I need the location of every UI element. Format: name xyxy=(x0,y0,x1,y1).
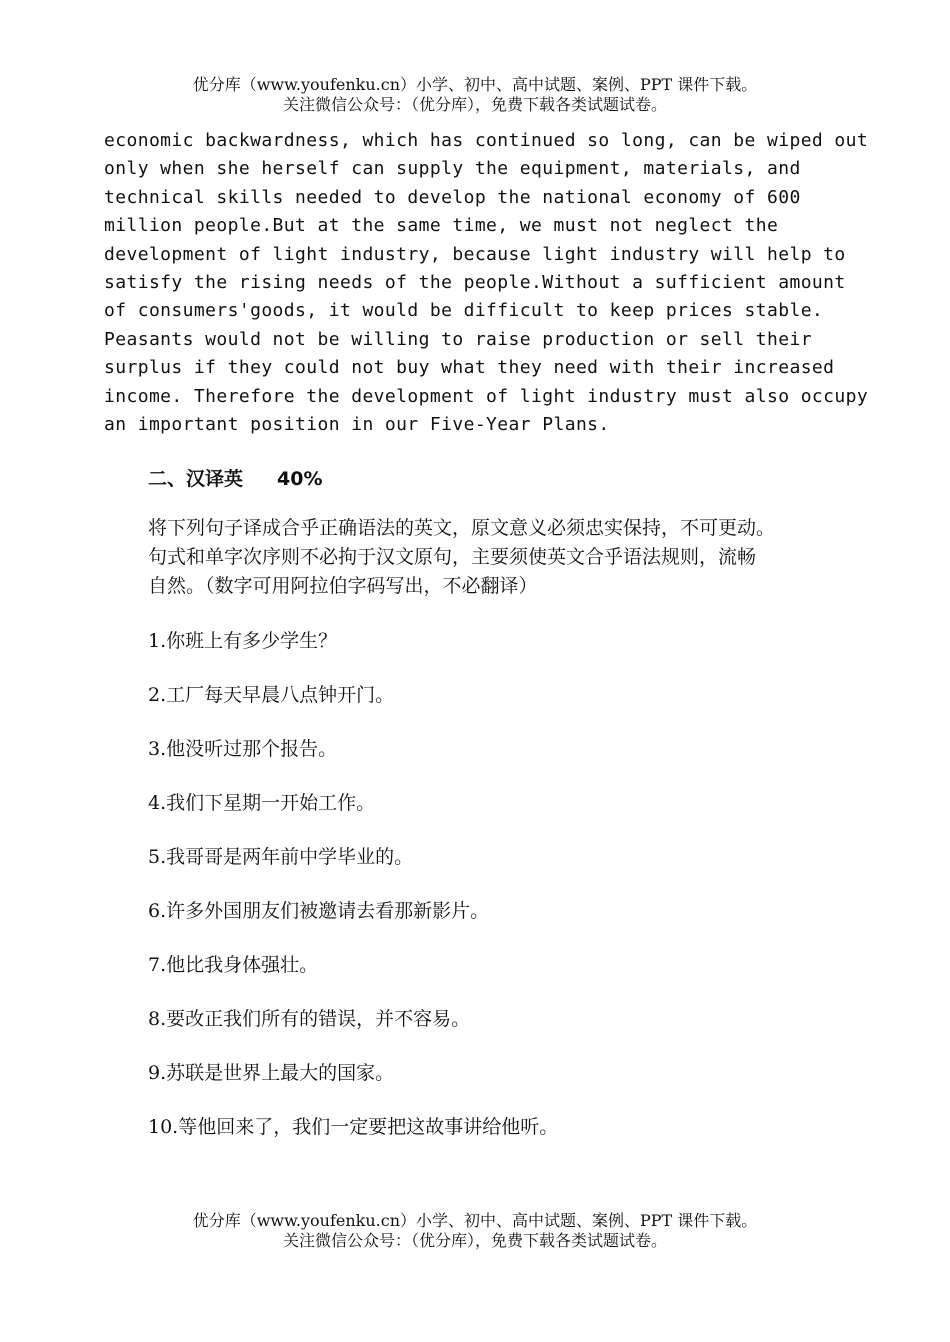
instructions-line: 将下列句子译成合乎正确语法的英文，原文意义必须忠实保持，不可更动。 xyxy=(148,517,776,539)
question-item: 7.他比我身体强壮。 xyxy=(148,954,319,976)
page-footer xyxy=(0,1211,950,1251)
question-item: 3.他没听过那个报告。 xyxy=(148,738,338,760)
question-item: 9.苏联是世界上最大的国家。 xyxy=(148,1062,395,1084)
passage-line: satisfy the rising needs of the people.Without a sufficient amount xyxy=(104,272,846,294)
question-item: 10.等他回来了，我们一定要把这故事讲给他听。 xyxy=(148,1116,559,1138)
question-item: 8.要改正我们所有的错误，并不容易。 xyxy=(148,1008,471,1030)
question-item: 5.我哥哥是两年前中学毕业的。 xyxy=(148,846,414,868)
header-line-1: 优分库（www.youfenku.cn）小学、初中、高中试题、案例、PPT 课件下载。 xyxy=(192,75,758,94)
header-line-2: 关注微信公众号：（优分库），免费下载各类试题试卷。 xyxy=(282,95,667,114)
footer-line-1: 优分库（www.youfenku.cn）小学、初中、高中试题、案例、PPT 课件下载。 xyxy=(192,1211,758,1230)
english-passage xyxy=(104,127,884,439)
passage-line: of consumers'goods, it would be difficult to keep prices stable. xyxy=(104,300,824,322)
section-title: 二、汉译英 xyxy=(148,468,244,490)
passage-line: technical skills needed to develop the national economy of 600 xyxy=(104,186,801,208)
passage-line: economic backwardness, which has continued so long, can be wiped out xyxy=(104,130,869,151)
passage-line: only when she herself can supply the equipment, materials, and xyxy=(104,158,801,180)
passage-line: an important position in our Five-Year Plans. xyxy=(104,414,610,436)
question-item: 2.工厂每天早晨八点钟开门。 xyxy=(148,684,395,706)
instructions-line: 句式和单字次序则不必拘于汉文原句，主要须使英文合乎语法规则，流畅 xyxy=(148,546,757,568)
passage-line: surplus if they could not buy what they need with their increased xyxy=(104,357,835,379)
footer-line-2: 关注微信公众号：（优分库），免费下载各类试题试卷。 xyxy=(282,1231,667,1250)
instructions-line: 自然。（数字可用阿拉伯字码写出，不必翻译） xyxy=(148,575,538,597)
question-item: 4.我们下星期一开始工作。 xyxy=(148,792,376,814)
question-item: 1.你班上有多少学生？ xyxy=(148,630,338,652)
passage-line: income. Therefore the development of light industry must also occupy xyxy=(104,385,869,407)
question-item: 6.许多外国朋友们被邀请去看那新影片。 xyxy=(148,900,490,922)
passage-line: Peasants would not be willing to raise production or sell their xyxy=(104,328,812,350)
section-heading xyxy=(148,464,323,491)
passage-line: million people.But at the same time, we must not neglect the xyxy=(104,215,779,237)
page-header xyxy=(0,75,950,115)
section-percent: 40% xyxy=(277,468,323,490)
instructions xyxy=(148,514,878,601)
passage-line: development of light industry, because light industry will help to xyxy=(104,243,846,265)
